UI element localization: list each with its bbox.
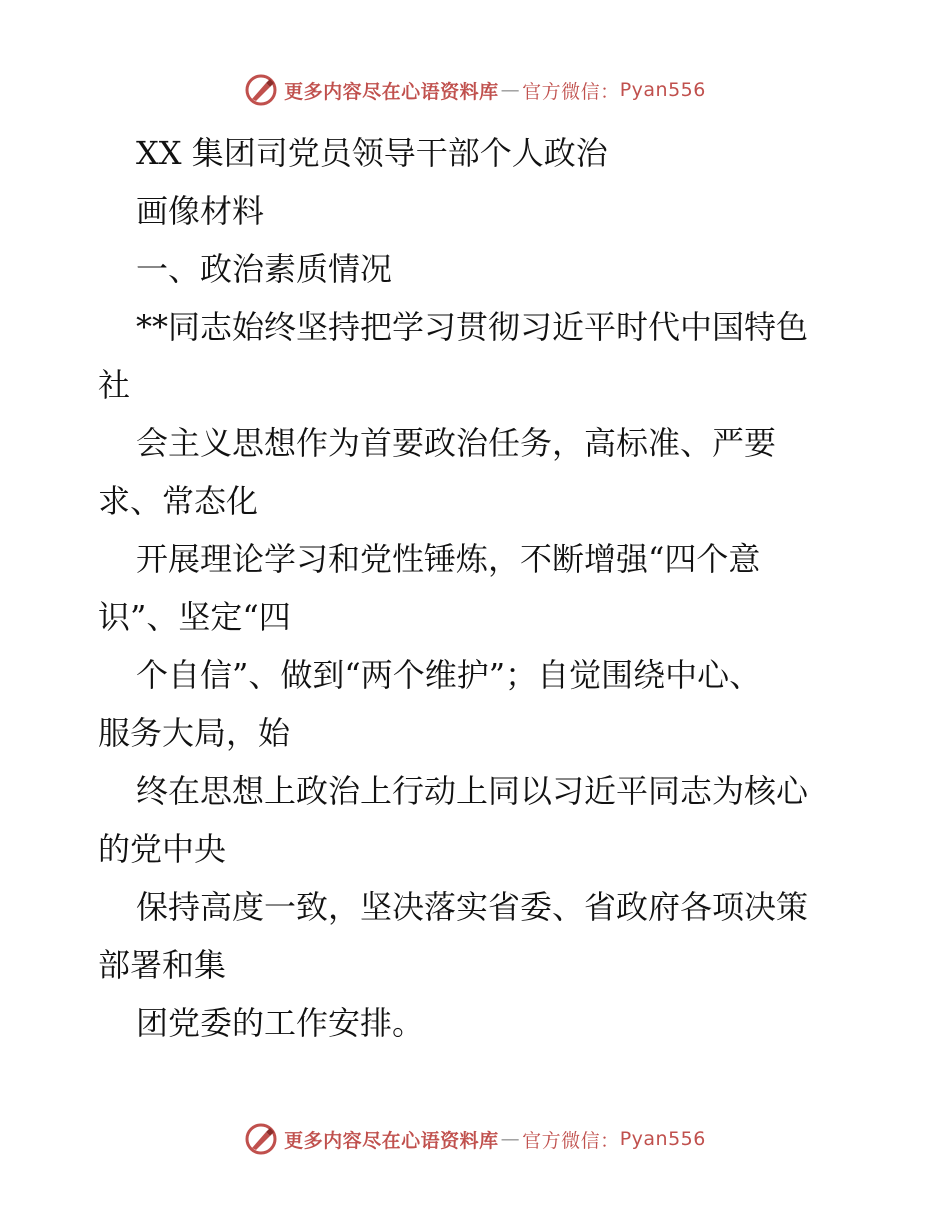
watermark-label: 官方微信： [522,1129,620,1152]
watermark-text: 更多内容尽在心语资料库 [284,80,499,103]
paragraph-line: **同志始终坚持把学习贯彻习近平时代中国特色 [136,308,809,346]
watermark-handle: Pyan556 [619,1128,706,1150]
watermark-text: 更多内容尽在心语资料库 [284,1129,499,1152]
section-heading: 一、政治素质情况 [136,250,393,288]
document-title-line-2: 画像材料 [136,192,265,230]
watermark-label: 官方微信： [522,80,620,103]
watermark-dash: — [500,1128,521,1150]
paragraph-line: 社 [98,366,131,404]
paragraph-line: 会主义思想作为首要政治任务，高标准、严要 [136,424,777,462]
paragraph-line: 识”、坚定“四 [98,598,291,636]
paragraph-line: 部署和集 [98,946,227,984]
paragraph-line: 保持高度一致，坚决落实省委、省政府各项决策 [136,888,809,926]
watermark-handle: Pyan556 [619,79,706,101]
watermark-dash: — [500,79,521,101]
document-body [98,124,858,1052]
paragraph-line: 的党中央 [98,830,227,868]
pen-logo-icon [244,1122,278,1156]
watermark-banner-top [0,72,950,108]
paragraph-line: 开展理论学习和党性锤炼，不断增强“四个意 [136,540,761,578]
paragraph-line: 团党委的工作安排。 [136,1004,425,1042]
paragraph-line: 个自信”、做到“两个维护”；自觉围绕中心、 [136,656,762,694]
paragraph-line: 求、常态化 [98,482,259,520]
pen-logo-icon [244,73,278,107]
paragraph-line: 终在思想上政治上行动上同以习近平同志为核心 [136,772,809,810]
paragraph-line: 服务大局，始 [98,714,291,752]
document-title-line-1: XX 集团司党员领导干部个人政治 [136,134,608,172]
watermark-banner-bottom [0,1121,950,1157]
